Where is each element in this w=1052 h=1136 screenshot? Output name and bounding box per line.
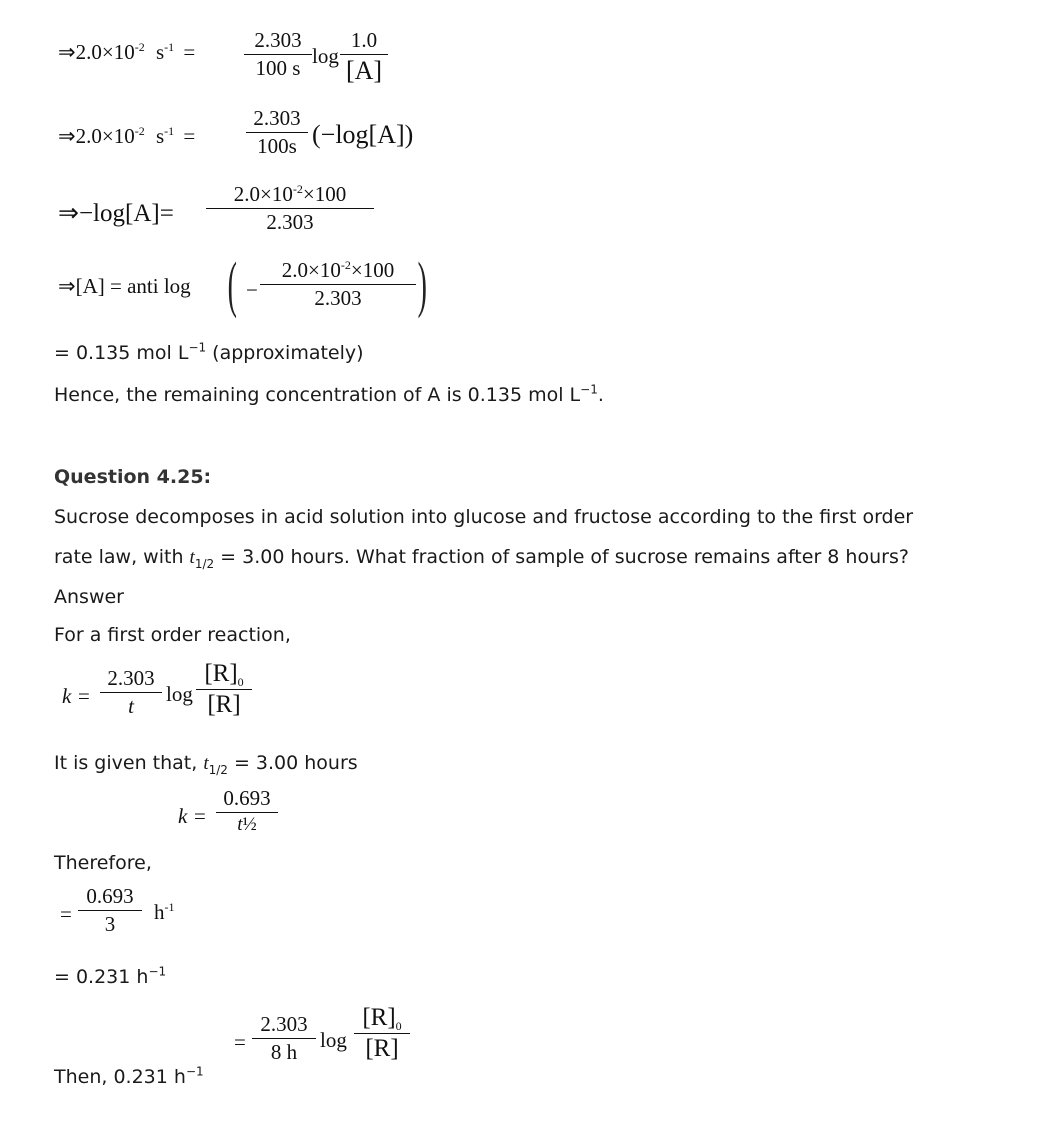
k-half-lhs: k = — [178, 804, 207, 828]
fraction: $2.0\times 10^{-2}\times 100$ 2.303 — [206, 182, 374, 235]
conclusion-line: Hence, the remaining concentration of A is 0.135 mol $L^{-1}$. — [54, 382, 604, 406]
rate-constant-value: 2.0×10 — [75, 40, 135, 64]
fraction: 0.693 t½ — [216, 786, 278, 836]
implies-arrow: ⇒ — [58, 40, 76, 64]
therefore-label: Therefore, — [54, 852, 152, 874]
equation-1: $\Rightarrow 2.0\times 10^{-2}$ $s^{-1}$ = — [58, 40, 196, 64]
equation-2: $\Rightarrow 2.0\times 10^{-2}$ $s^{-1}$ = — [58, 124, 196, 148]
equation-3-lhs: ⇒−log[A]= — [58, 200, 174, 227]
log-fraction: $[R]_0$ [R] — [196, 660, 252, 719]
left-paren: ( — [227, 251, 237, 319]
question-line-1: Sucrose decomposes in acid solution into glucose and fructose according to the first order — [54, 506, 914, 528]
k-result: = 0.231 $h^{-1}$ — [54, 964, 167, 988]
then-line: Then, 0.231 $h^{-1}$ — [54, 1064, 204, 1088]
fraction: 2.303 100s — [246, 106, 308, 159]
log-fraction: 1.0 [A] — [340, 28, 388, 86]
question-line-2: rate law, with $t_{1/2} = 3.00$ hours. What fraction of sample of sucrose remains after 8 hours? — [54, 546, 909, 571]
right-paren: ) — [417, 251, 427, 319]
result-line: = 0.135 mol $L^{-1}$ (approximately) — [54, 340, 364, 364]
fraction: $2.0\times 10^{-2}\times 100$ 2.303 — [260, 258, 416, 311]
equation-4-lhs: ⇒[A] = anti log — [58, 274, 191, 298]
answer-label: Answer — [54, 586, 124, 608]
unit: s — [155, 40, 165, 64]
k-formula-lhs: k = — [62, 684, 91, 708]
fraction: 2.303 t — [100, 666, 162, 719]
unit: $h^{-1}$ — [154, 900, 175, 924]
minus-sign: − — [246, 278, 258, 302]
neg-log-term: (−log[A]) — [312, 120, 414, 149]
fraction: 0.693 3 — [78, 884, 142, 937]
given-line: It is given that, $t_{1/2} = 3.00$ hours — [54, 752, 358, 777]
question-heading: Question 4.25: — [54, 466, 212, 488]
log-fraction: $[R]_0$ [R] — [354, 1004, 410, 1063]
fraction: 2.303 8 h — [252, 1012, 316, 1065]
log-label: log — [312, 44, 339, 68]
answer-intro: For a first order reaction, — [54, 624, 291, 646]
fraction: 2.303 100 s — [244, 28, 312, 81]
